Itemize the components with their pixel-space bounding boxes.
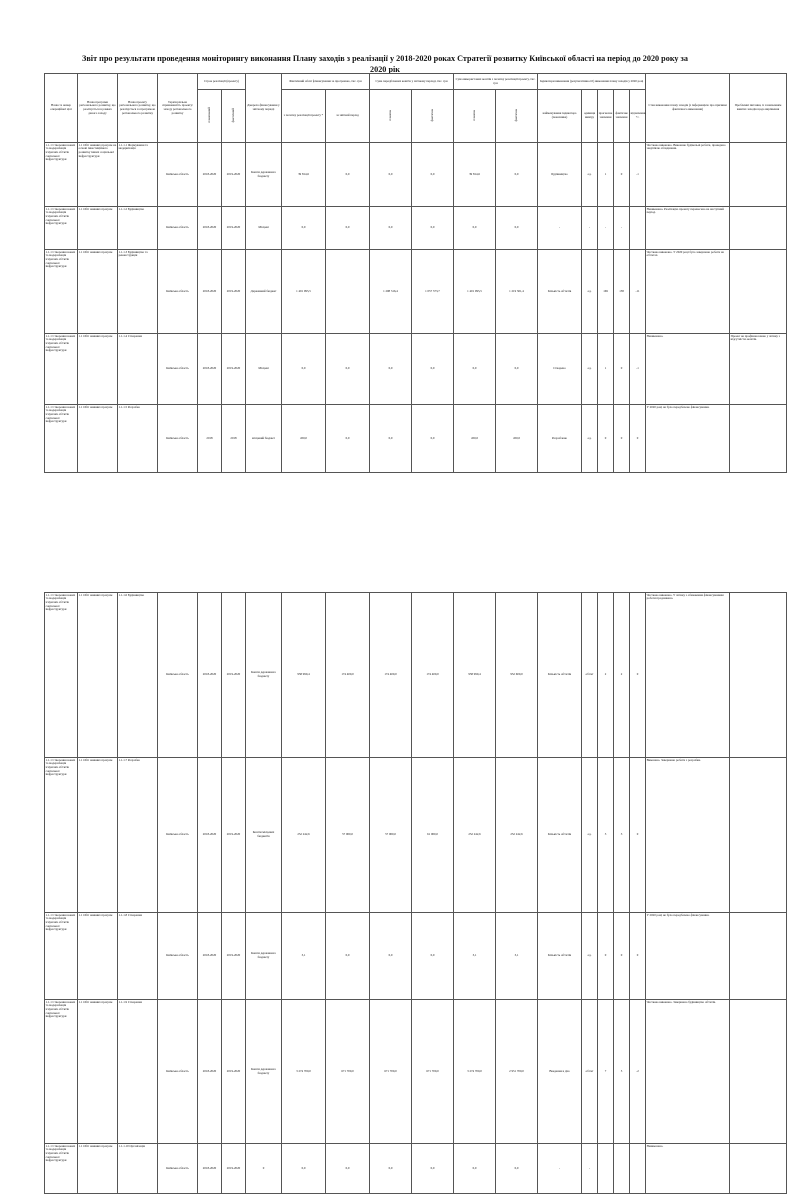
cell-c2: 1.1 Обіг наявних програм bbox=[78, 1144, 118, 1194]
cell-c2: 1.1 Обіг наявних програм bbox=[78, 405, 118, 473]
table-row bbox=[45, 593, 787, 758]
cell-status: Частково виконано. У зв'язку з обмеженим фінансуванням роботи продовжено. bbox=[646, 593, 730, 758]
cell-p: 7 bbox=[598, 1000, 614, 1144]
cell-issues bbox=[730, 250, 787, 334]
cell-end: 2018 bbox=[222, 405, 246, 473]
cell-src: 0 bbox=[246, 1144, 282, 1194]
cell-v4: 0,0 bbox=[412, 405, 454, 473]
cell-f: - bbox=[614, 207, 630, 250]
table-row bbox=[45, 758, 787, 913]
cell-c1: 1.1.1 Створення нових та модернізація існуючих об'єктів соціальної інфраструктури bbox=[45, 143, 78, 207]
cell-v1: 0,0 bbox=[282, 334, 326, 405]
table-row bbox=[45, 334, 787, 405]
table-row bbox=[45, 1000, 787, 1144]
cell-issues bbox=[730, 1000, 787, 1144]
cell-d: 0 bbox=[630, 913, 646, 1000]
cell-c1: 1.1.1 Створення нових та модернізація існуючих об'єктів соціальної інфраструктури bbox=[45, 250, 78, 334]
cell-v3: 0,0 bbox=[370, 334, 412, 405]
cell-ind: - bbox=[538, 1144, 582, 1194]
cell-status: Невиконано. bbox=[646, 334, 730, 405]
cell-c3: 1.1.1.1 Формування та модернізація bbox=[118, 143, 158, 207]
header-fin-total: з початку реалізації проекту * bbox=[282, 90, 326, 143]
cell-c3: 1.1.1.2 Будівництво bbox=[118, 207, 158, 250]
cell-p: 2 bbox=[598, 593, 614, 758]
cell-v6: 2 951 700,0 bbox=[496, 1000, 538, 1144]
cell-v2: 671 700,0 bbox=[326, 1000, 370, 1144]
cell-d: -11 bbox=[630, 250, 646, 334]
cell-c4: Київська область bbox=[158, 207, 198, 250]
header-sources: Джерела фінансування у звітному періоді bbox=[246, 74, 282, 143]
cell-c2: 1.1 Обіг наявних програм bbox=[78, 913, 118, 1000]
cell-issues bbox=[730, 405, 787, 473]
cell-end: 2019-2020 bbox=[222, 1144, 246, 1194]
cell-c1: 1.1.1 Створення нових та модернізація існуючих об'єктів соціальної інфраструктури bbox=[45, 1144, 78, 1194]
page-title: Звіт про результати проведення моніторингу виконання Плану заходів з реалізації у 2018-2020 роках Стратегії розвитку Київської області на період до 2020 року за 2020 рік bbox=[82, 54, 688, 74]
cell-issues bbox=[730, 1144, 787, 1194]
cell-v6: 0,0 bbox=[496, 1144, 538, 1194]
cell-v5: 3 274 700,0 bbox=[454, 1000, 496, 1144]
cell-c2: 1.1 Обіг наявних програм bbox=[78, 334, 118, 405]
header-issues: Проблемні питання, із зазначенням вжитих заходів щодо вирішення bbox=[730, 74, 787, 143]
cell-src: Державний бюджет bbox=[246, 250, 282, 334]
cell-c1: 1.1.1 Створення нових та модернізація існуючих об'єктів соціальної інфраструктури bbox=[45, 334, 78, 405]
cell-v2: 0,0 bbox=[326, 405, 370, 473]
cell-d bbox=[630, 1144, 646, 1194]
cell-v3: 174 400,0 bbox=[370, 593, 412, 758]
cell-c2: 1.1 Обіг наявних програм на основі інвестиційного розвитку інших соціальної інфраструктури bbox=[78, 143, 118, 207]
cell-d: -1 bbox=[630, 143, 646, 207]
header-financing: Фактичний обсяг фінансування за програмою, тис. грн bbox=[282, 74, 370, 90]
cell-c1: 1.1.1 Створення нових та модернізація існуючих об'єктів соціальної інфраструктури bbox=[45, 758, 78, 913]
cell-p: - bbox=[598, 207, 614, 250]
cell-v1: 3 274 700,0 bbox=[282, 1000, 326, 1144]
cell-issues bbox=[730, 143, 787, 207]
cell-c2: 1.1 Обіг наявних програм bbox=[78, 593, 118, 758]
table-body-page-2 bbox=[45, 593, 787, 1194]
cell-end: 2019-2020 bbox=[222, 207, 246, 250]
cell-end: 2019-2020 bbox=[222, 1000, 246, 1144]
cell-v5: 450,0 bbox=[454, 405, 496, 473]
cell-ind: Створено bbox=[538, 334, 582, 405]
cell-start: 2018-2020 bbox=[198, 758, 222, 913]
cell-v5: 3,1 bbox=[454, 913, 496, 1000]
cell-p: 3 bbox=[598, 758, 614, 913]
cell-src: Кошти державного бюджету bbox=[246, 593, 282, 758]
cell-v3: 0,0 bbox=[370, 405, 412, 473]
cell-c3: 1.1.1.10 Організація bbox=[118, 1144, 158, 1194]
cell-ind: - bbox=[538, 207, 582, 250]
cell-d: 0 bbox=[630, 758, 646, 913]
cell-c3: 1.1.1.4 Створення bbox=[118, 334, 158, 405]
cell-v5: 0,0 bbox=[454, 207, 496, 250]
cell-c3: 1.1.1.5 Розробка bbox=[118, 405, 158, 473]
cell-end: 2019-2020 bbox=[222, 593, 246, 758]
cell-end: 2019-2020 bbox=[222, 250, 246, 334]
cell-d: 0 bbox=[630, 593, 646, 758]
cell-v1: 3,1 bbox=[282, 913, 326, 1000]
cell-v3: 0,0 bbox=[370, 1144, 412, 1194]
cell-v5: 1 401 095,5 bbox=[454, 250, 496, 334]
report-table-page-1 bbox=[44, 73, 787, 473]
table-row bbox=[45, 405, 787, 473]
cell-end: 2019-2020 bbox=[222, 758, 246, 913]
cell-c3: 1.1.1.8 Створення bbox=[118, 913, 158, 1000]
cell-status: У 2020 році не було передбачено фінансування. bbox=[646, 405, 730, 473]
cell-ind: Будівництво bbox=[538, 143, 582, 207]
cell-v5: 958 990,4 bbox=[454, 593, 496, 758]
cell-c2: 1.1 Обіг наявних програм bbox=[78, 250, 118, 334]
cell-ind: Введення в дію bbox=[538, 1000, 582, 1144]
cell-unit: од. bbox=[582, 758, 598, 913]
cell-status: Частково виконано. Виконано будівельні роботи, проведено закупівлю обладнання. bbox=[646, 143, 730, 207]
cell-v2: 174 400,0 bbox=[326, 593, 370, 758]
header-used-funds: Сума використаних коштів з початку реалізації проекту, тис. грн bbox=[454, 74, 538, 90]
header-status: Стан виконання плану заходів (з інформацією про причини фактичного виконання) bbox=[646, 74, 730, 143]
table-row bbox=[45, 207, 787, 250]
cell-c3: 1.1.1.7 Розробка bbox=[118, 758, 158, 913]
header-ind-fact: фактичне значення bbox=[614, 90, 630, 143]
cell-c1: 1.1.1 Створення нових та модернізація існуючих об'єктів соціальної інфраструктури bbox=[45, 207, 78, 250]
cell-unit: об'єкт bbox=[582, 593, 598, 758]
cell-end: 2019-2020 bbox=[222, 334, 246, 405]
header-term: Строк реалізації (проекту) bbox=[198, 74, 246, 90]
header-operational-goal: Назва та номер операційної цілі bbox=[45, 74, 78, 143]
cell-p: 1 bbox=[598, 334, 614, 405]
header-program: Назва програми регіонального розвитку, що реалізується в рамках даного заходу bbox=[78, 74, 118, 143]
cell-p: 0 bbox=[598, 913, 614, 1000]
cell-f: 0 bbox=[614, 913, 630, 1000]
cell-f bbox=[614, 1144, 630, 1194]
cell-unit: од. bbox=[582, 250, 598, 334]
cell-issues: Проект не профінансовано у зв'язку з відсутністю коштів. bbox=[730, 334, 787, 405]
cell-status: Невиконано. bbox=[646, 1144, 730, 1194]
cell-c2: 1.1 Обіг наявних програм bbox=[78, 1000, 118, 1144]
cell-end: 2019-2020 bbox=[222, 913, 246, 1000]
cell-c1: 1.1.1 Створення нових та модернізація існуючих об'єктів соціальної інфраструктури bbox=[45, 593, 78, 758]
cell-v3: 671 700,0 bbox=[370, 1000, 412, 1144]
header-term-planned: планований bbox=[206, 107, 211, 123]
cell-d: -1 bbox=[630, 334, 646, 405]
header-indicators: Індикатори виконання (результативності) виконання плану заходів у 2020 році bbox=[538, 74, 646, 90]
cell-c1: 1.1.1 Створення нових та модернізація існуючих об'єктів соціальної інфраструктури bbox=[45, 1000, 78, 1144]
cell-start: 2018-2020 bbox=[198, 1144, 222, 1194]
cell-status: Частково виконано. Завершено будівництво об'єктів. bbox=[646, 1000, 730, 1144]
header-used-fact: фактична bbox=[513, 108, 518, 122]
cell-unit: об'єкт bbox=[582, 1000, 598, 1144]
cell-v6: 252 242,6 bbox=[496, 758, 538, 913]
cell-c1: 1.1.1 Створення нових та модернізація існуючих об'єктів соціальної інфраструктури bbox=[45, 405, 78, 473]
cell-src: Кошти державного бюджету bbox=[246, 143, 282, 207]
cell-f: 2 bbox=[614, 593, 630, 758]
cell-f: 3 bbox=[614, 758, 630, 913]
cell-p: 1 bbox=[598, 143, 614, 207]
cell-c3: 1.1.1.3 Будівництво та реконструкція bbox=[118, 250, 158, 334]
cell-start: 2018-2020 bbox=[198, 143, 222, 207]
cell-status: У 2020 році не було передбачено фінансування. bbox=[646, 913, 730, 1000]
cell-v4: 0,0 bbox=[412, 207, 454, 250]
cell-v6: 450,0 bbox=[496, 405, 538, 473]
table-row bbox=[45, 1144, 787, 1194]
cell-v3: 1 208 316,4 bbox=[370, 250, 412, 334]
cell-ind: Розроблено bbox=[538, 405, 582, 473]
cell-start: 2018 bbox=[198, 405, 222, 473]
cell-v6: 952 600,0 bbox=[496, 593, 538, 758]
cell-c3: 1.1.1.6 Будівництво bbox=[118, 593, 158, 758]
cell-d: -2 bbox=[630, 1000, 646, 1144]
cell-v6: 1 219 301,4 bbox=[496, 250, 538, 334]
cell-status: Виконано. Завершено роботи з розробки. bbox=[646, 758, 730, 913]
cell-v5: 252 242,6 bbox=[454, 758, 496, 913]
cell-src: Кошти державного бюджету bbox=[246, 1000, 282, 1144]
cell-v6: 0,0 bbox=[496, 334, 538, 405]
cell-unit: - bbox=[582, 207, 598, 250]
cell-c2: 1.1 Обіг наявних програм bbox=[78, 758, 118, 913]
cell-f: 5 bbox=[614, 1000, 630, 1144]
cell-v1: 0,0 bbox=[282, 207, 326, 250]
cell-c4: Київська область bbox=[158, 143, 198, 207]
cell-unit: - bbox=[582, 1144, 598, 1194]
cell-f: 158 bbox=[614, 250, 630, 334]
cell-v2 bbox=[326, 250, 370, 334]
cell-c1: 1.1.1 Створення нових та модернізація існуючих об'єктів соціальної інфраструктури bbox=[45, 913, 78, 1000]
cell-v1: 252 242,6 bbox=[282, 758, 326, 913]
cell-c4: Київська область bbox=[158, 593, 198, 758]
header-used-plan: планова bbox=[471, 109, 476, 121]
cell-c2: 1.1 Обіг наявних програм bbox=[78, 207, 118, 250]
cell-issues bbox=[730, 593, 787, 758]
cell-v3: 57 000,0 bbox=[370, 758, 412, 913]
cell-v6: 3,1 bbox=[496, 913, 538, 1000]
cell-c4: Київська область bbox=[158, 913, 198, 1000]
cell-c4: Київська область bbox=[158, 334, 198, 405]
cell-v4: 0,0 bbox=[412, 1144, 454, 1194]
cell-v1: 0,0 bbox=[282, 1144, 326, 1194]
table-row bbox=[45, 250, 787, 334]
cell-v4: 671 700,0 bbox=[412, 1000, 454, 1144]
cell-unit: од. bbox=[582, 143, 598, 207]
cell-f: 0 bbox=[614, 334, 630, 405]
header-planned-fact: фактична bbox=[429, 108, 434, 122]
cell-c4: Київська область bbox=[158, 405, 198, 473]
cell-start: 2018-2020 bbox=[198, 1000, 222, 1144]
cell-v6: 0,0 bbox=[496, 143, 538, 207]
cell-v2: 57 000,0 bbox=[326, 758, 370, 913]
cell-v3: 0,0 bbox=[370, 207, 412, 250]
table-row bbox=[45, 143, 787, 207]
cell-src: Кошти державного бюджету bbox=[246, 913, 282, 1000]
cell-issues bbox=[730, 207, 787, 250]
header-ind-name: найменування індикатора (показника) bbox=[538, 90, 582, 143]
cell-start: 2018-2020 bbox=[198, 334, 222, 405]
cell-v5: 0,0 bbox=[454, 334, 496, 405]
cell-v2: 0,0 bbox=[326, 334, 370, 405]
header-term-actual: фактичний bbox=[230, 107, 235, 123]
cell-ind: Кількість об'єктів bbox=[538, 913, 582, 1000]
cell-v1: 958 990,4 bbox=[282, 593, 326, 758]
cell-f: 0 bbox=[614, 143, 630, 207]
header-ind-plan: прогнозне значення bbox=[598, 90, 614, 143]
cell-c3: 1.1.1.9 Створення bbox=[118, 1000, 158, 1144]
header-planned-plan: планова bbox=[387, 109, 392, 121]
cell-v2: 0,0 bbox=[326, 207, 370, 250]
cell-unit: од. bbox=[582, 334, 598, 405]
cell-v1: 450,0 bbox=[282, 405, 326, 473]
cell-unit: од. bbox=[582, 405, 598, 473]
cell-issues bbox=[730, 758, 787, 913]
table-header bbox=[45, 74, 787, 143]
cell-c4: Київська область bbox=[158, 1000, 198, 1144]
cell-v2: 0,0 bbox=[326, 913, 370, 1000]
header-ind-unit: одиниця виміру bbox=[582, 90, 598, 143]
cell-d bbox=[630, 207, 646, 250]
cell-v4: 61 000,0 bbox=[412, 758, 454, 913]
cell-p bbox=[598, 1144, 614, 1194]
cell-v5: 0,0 bbox=[454, 1144, 496, 1194]
cell-d: 0 bbox=[630, 405, 646, 473]
cell-src: Місцеві bbox=[246, 207, 282, 250]
cell-v3: 0,0 bbox=[370, 913, 412, 1000]
cell-v4: 174 400,0 bbox=[412, 593, 454, 758]
table-body-page-1 bbox=[45, 143, 787, 473]
header-planned-funds: Сума передбачених коштів у звітному періоді, тис. грн bbox=[370, 74, 454, 90]
cell-start: 2018-2020 bbox=[198, 250, 222, 334]
cell-status: Невиконано. Реалізацію проекту перенесено на наступний період. bbox=[646, 207, 730, 250]
header-project: Назва проекту регіонального розвитку, що реалізується за програмою регіонального розвитку bbox=[118, 74, 158, 143]
cell-start: 2018-2020 bbox=[198, 593, 222, 758]
cell-v3: 0,0 bbox=[370, 143, 412, 207]
header-fin-period: за звітний період bbox=[326, 90, 370, 143]
header-ind-dev: відхилення, +/- bbox=[630, 90, 646, 143]
cell-ind: Кількість об'єктів bbox=[538, 250, 582, 334]
cell-unit: од. bbox=[582, 913, 598, 1000]
cell-v4: 0,0 bbox=[412, 913, 454, 1000]
cell-v2: 0,0 bbox=[326, 143, 370, 207]
cell-v4: 0,0 bbox=[412, 334, 454, 405]
cell-v1: 39 814,6 bbox=[282, 143, 326, 207]
cell-end: 2019-2020 bbox=[222, 143, 246, 207]
cell-ind: Кількість об'єктів bbox=[538, 758, 582, 913]
header-territory: Територіальна спрямованість проекту/заходу регіонального розвитку bbox=[158, 74, 198, 143]
cell-issues bbox=[730, 913, 787, 1000]
cell-v5: 39 814,6 bbox=[454, 143, 496, 207]
cell-v4: 0,0 bbox=[412, 143, 454, 207]
cell-c4: Київська область bbox=[158, 1144, 198, 1194]
cell-src: місцевий бюджет bbox=[246, 405, 282, 473]
cell-c4: Київська область bbox=[158, 250, 198, 334]
cell-p: 0 bbox=[598, 405, 614, 473]
cell-src: Кошти місцевих бюджетів bbox=[246, 758, 282, 913]
cell-status: Частково виконано. У 2020 році було завершено роботи на об'єктах. bbox=[646, 250, 730, 334]
cell-p: 169 bbox=[598, 250, 614, 334]
cell-v6: 0,0 bbox=[496, 207, 538, 250]
cell-v1: 1 491 095,5 bbox=[282, 250, 326, 334]
cell-src: Місцеві bbox=[246, 334, 282, 405]
cell-ind: Кількість об'єктів bbox=[538, 593, 582, 758]
cell-c4: Київська область bbox=[158, 758, 198, 913]
report-table-page-2 bbox=[44, 592, 787, 1194]
table-row bbox=[45, 913, 787, 1000]
cell-start: 2018-2020 bbox=[198, 913, 222, 1000]
cell-f: 0 bbox=[614, 405, 630, 473]
cell-v4: 1 057 373,7 bbox=[412, 250, 454, 334]
cell-start: 2018-2020 bbox=[198, 207, 222, 250]
cell-v2: 0,0 bbox=[326, 1144, 370, 1194]
